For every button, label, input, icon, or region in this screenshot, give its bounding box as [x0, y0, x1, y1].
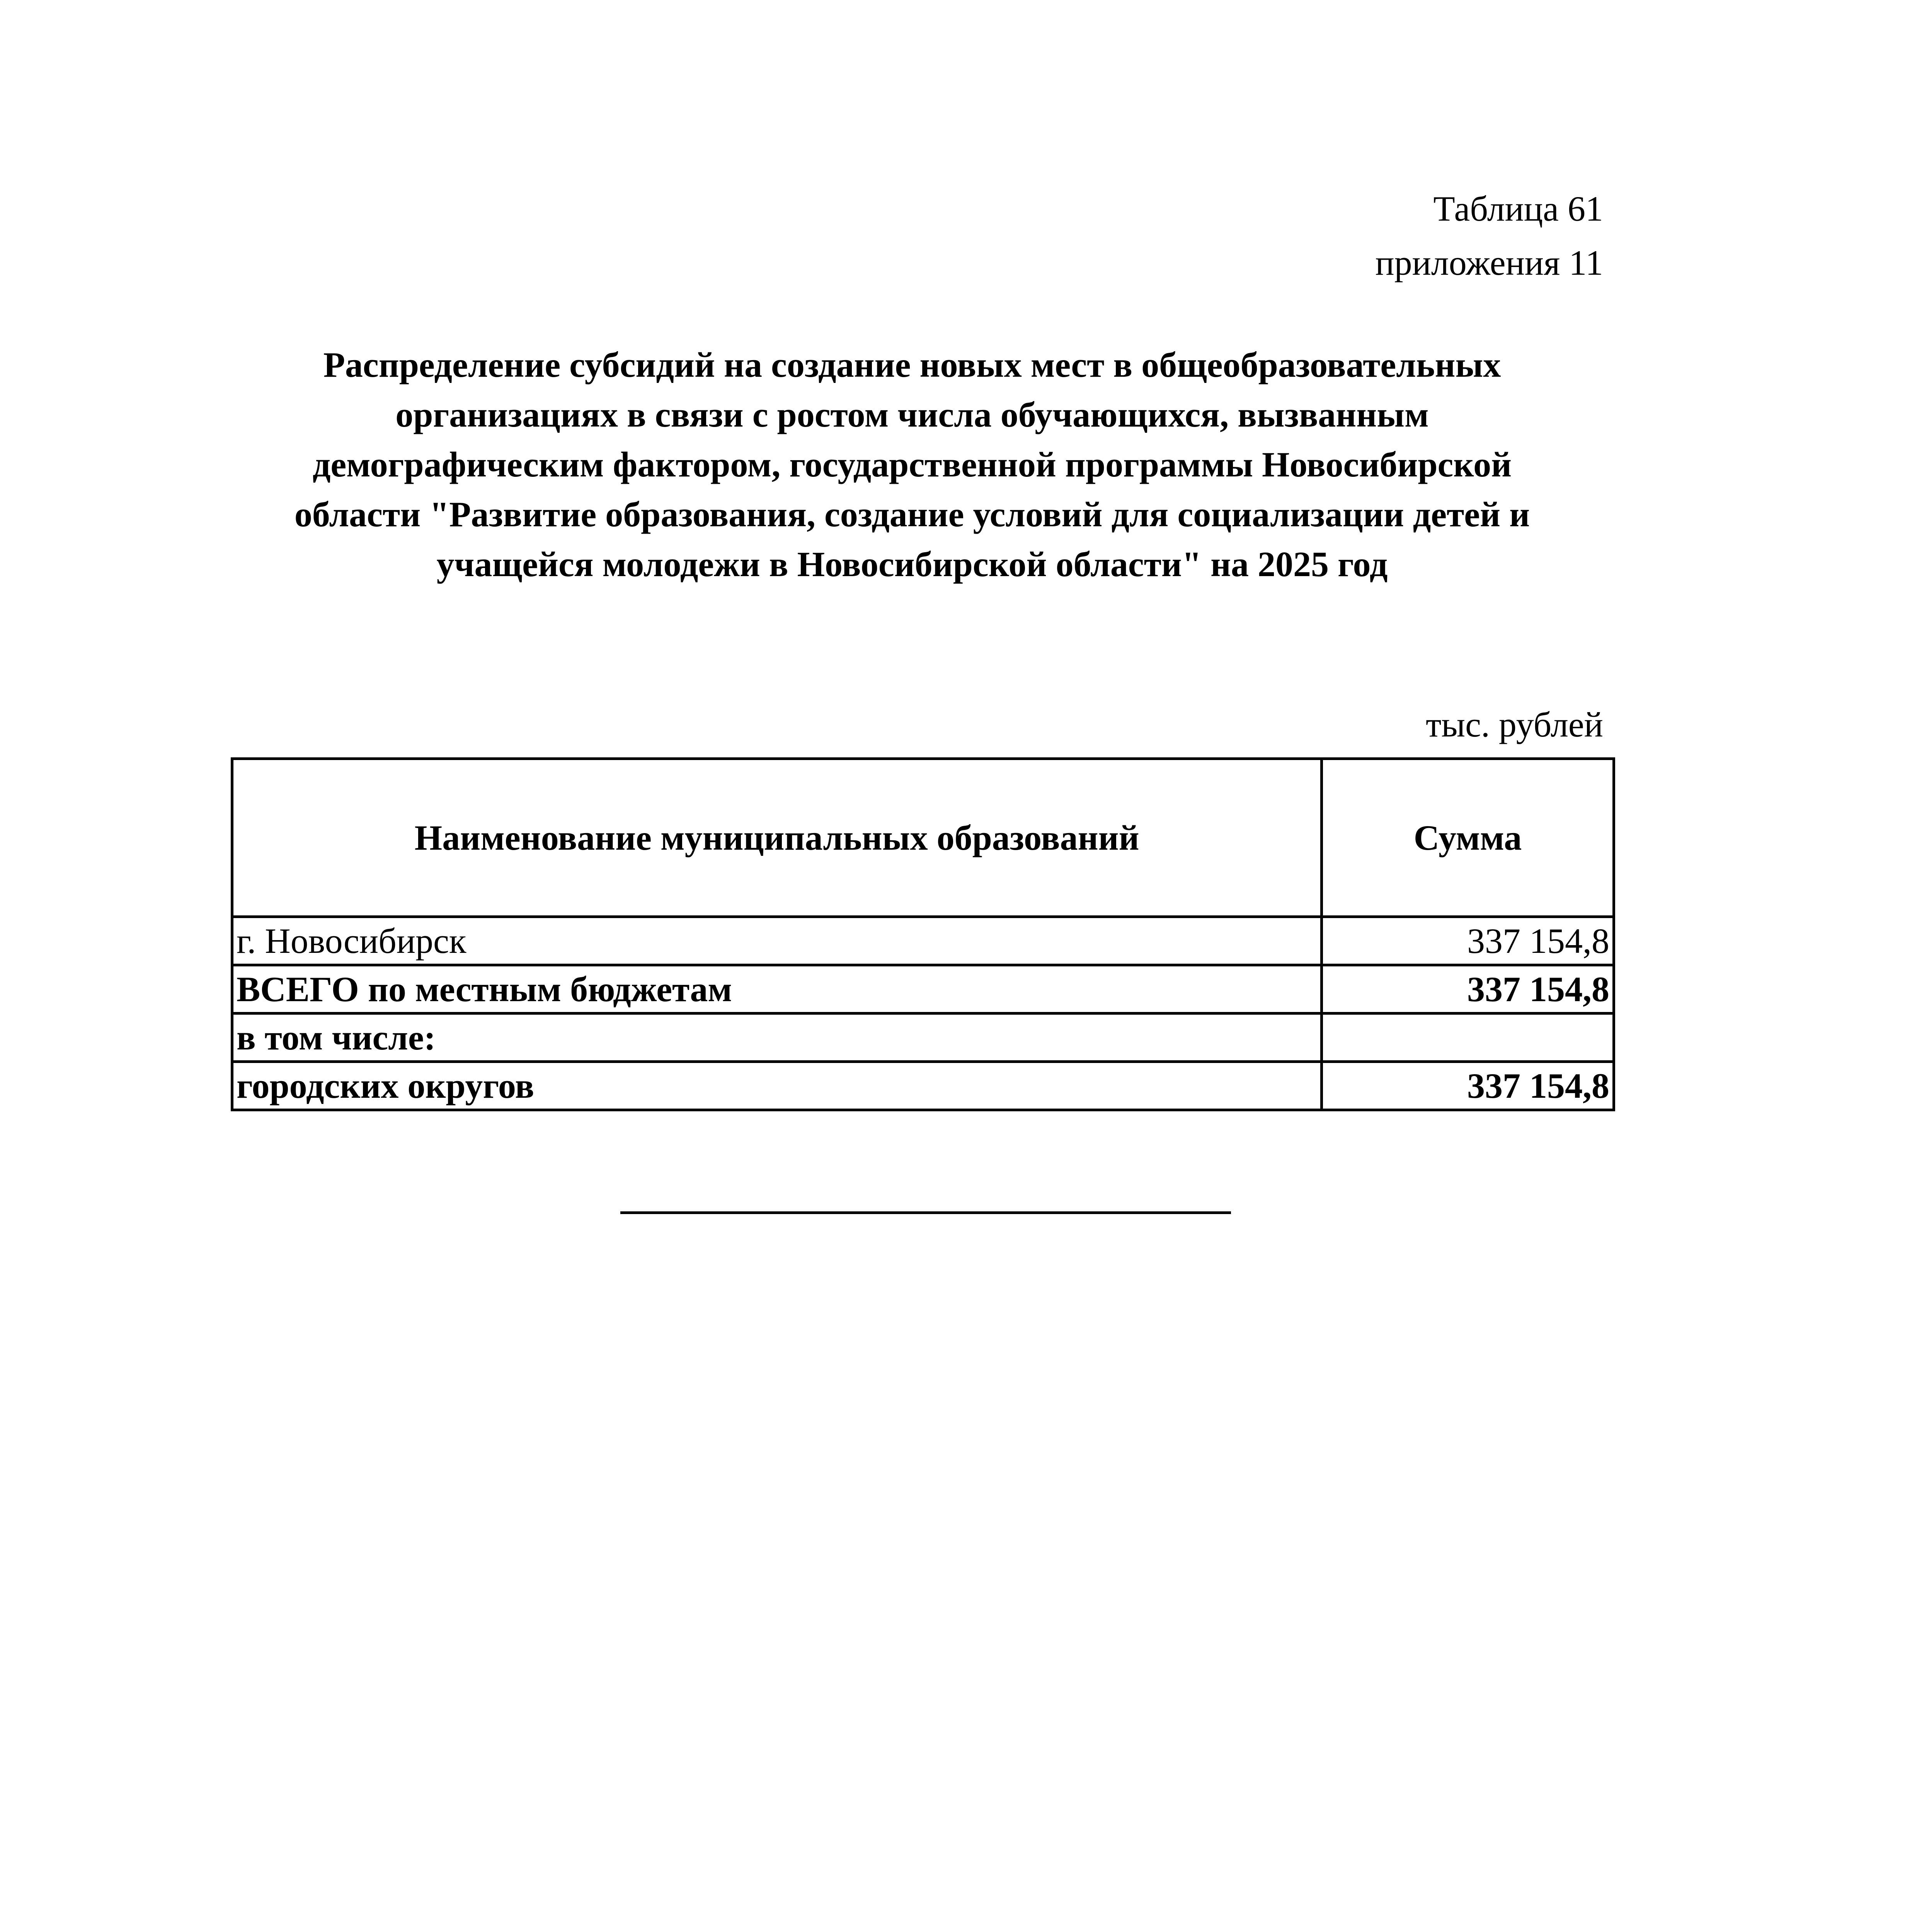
municipality-name: г. Новосибирск: [232, 917, 1322, 965]
amount-cell: 337 154,8: [1322, 917, 1614, 965]
municipality-name: в том числе:: [232, 1014, 1322, 1062]
column-header-sum: Сумма: [1322, 759, 1614, 917]
subsidy-table: [231, 757, 1615, 1111]
document-title: [216, 340, 1608, 589]
table-reference: [1375, 182, 1603, 290]
table-row-including: [232, 1014, 1614, 1062]
column-header-name: Наименование муниципальных образований: [232, 759, 1322, 917]
title-line: демографическим фактором, государственной программы Новосибирской: [312, 445, 1512, 484]
units-label: тыс. рублей: [1426, 705, 1603, 744]
amount-cell: [1322, 1014, 1614, 1062]
table-row: [232, 917, 1614, 965]
municipality-name: городских округов: [232, 1062, 1322, 1110]
title-line: учащейся молодежи в Новосибирской области" на 2025 год: [436, 544, 1388, 584]
table-number-label: Таблица 61: [1433, 189, 1603, 228]
amount-cell: 337 154,8: [1322, 1062, 1614, 1110]
closing-rule-line: [620, 1211, 1231, 1214]
table-row-city-districts: [232, 1062, 1614, 1110]
table-header-row: [232, 759, 1614, 917]
table-row-total: [232, 965, 1614, 1014]
municipality-name: ВСЕГО по местным бюджетам: [232, 965, 1322, 1014]
amount-cell: 337 154,8: [1322, 965, 1614, 1014]
title-line: Распределение субсидий на создание новых мест в общеобразовательных: [323, 345, 1501, 384]
appendix-label: приложения 11: [1375, 243, 1603, 282]
title-line: области "Развитие образования, создание условий для социализации детей и: [294, 495, 1530, 534]
title-line: организациях в связи с ростом числа обучающихся, вызванным: [395, 395, 1429, 434]
